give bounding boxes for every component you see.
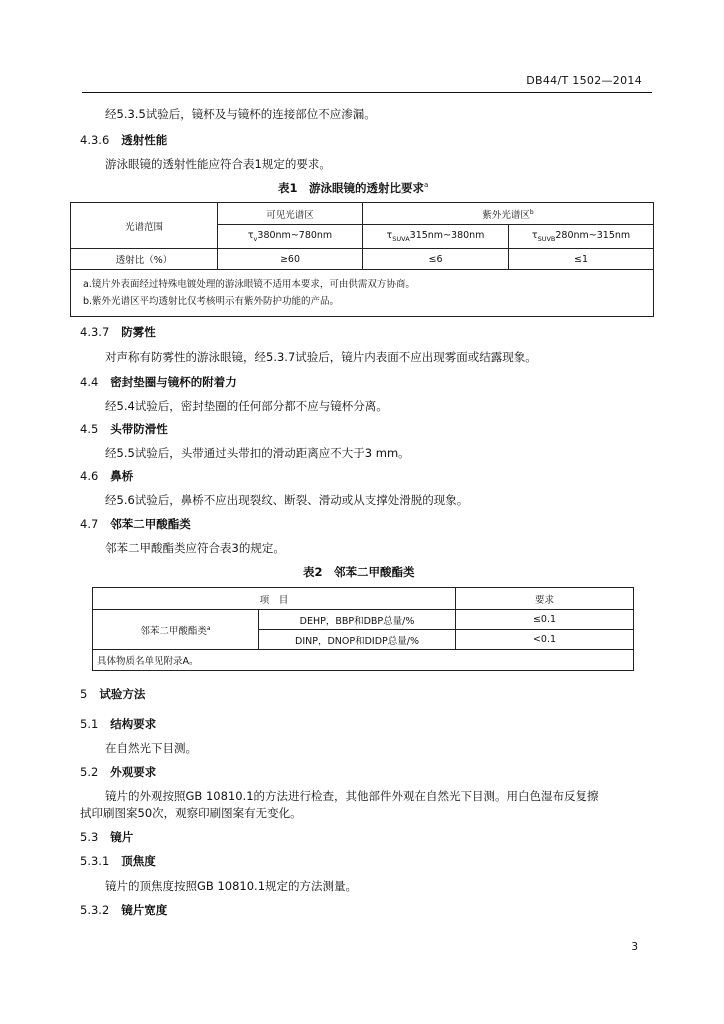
section-heading-4-7: 4.7 邻苯二甲酸酯类 — [80, 517, 191, 531]
section-heading-5-2: 5.2 外观要求 — [80, 765, 157, 779]
table2-req-1: ≤0.1 — [456, 610, 634, 630]
paragraph: 对声称有防雾性的游泳眼镜，经5.3.7试验后，镜片内表面不应出现雾面或结露现象。 — [105, 350, 537, 364]
table1-visible-label: 可见光谱区 — [218, 203, 363, 225]
page-number: 3 — [631, 941, 638, 953]
table1-val-uva: ≤6 — [363, 249, 509, 270]
table1-val-visible: ≥60 — [218, 249, 363, 270]
table2-note: 具体物质名单见附录A。 — [93, 650, 634, 671]
section-heading-5-3-1: 5.3.1 顶焦度 — [80, 854, 156, 868]
table2-req-2: <0.1 — [456, 630, 634, 650]
paragraph-continued: 拭印刷图案50次，观察印刷图案有无变化。 — [80, 806, 302, 820]
paragraph: 镜片的顶焦度按照GB 10810.1规定的方法测量。 — [105, 879, 358, 893]
table1-range-uva: $\tau_{SUVA}315nm\sim 380nm$ — [363, 225, 509, 249]
standard-number: DB44/T 1502—2014 — [526, 74, 642, 87]
table2-item-2: DINP，DNOP和DIDP总量/% — [259, 630, 456, 650]
section-heading-4-3-6: 4.3.6 透射性能 — [80, 133, 168, 147]
section-heading-5-1: 5.1 结构要求 — [80, 717, 157, 731]
table2-col-req: 要求 — [456, 588, 634, 610]
header-rule — [82, 92, 652, 93]
paragraph: 在自然光下目测。 — [105, 741, 197, 755]
paragraph: 游泳眼镜的透射性能应符合表1规定的要求。 — [105, 157, 331, 171]
paragraph: 经5.5试验后，头带通过头带扣的滑动距离应不大于3 mm。 — [105, 446, 410, 460]
table1 — [70, 202, 654, 317]
table2-col-item: 项 目 — [93, 588, 456, 610]
table1-uv-label: 紫外光谱区$^b$ — [363, 203, 654, 225]
paragraph: 镜片的外观按照GB 10810.1的方法进行检查，其他部件外观在自然光下目测。用白色湿布反复擦 — [105, 789, 599, 803]
table1-range-uvb: $\tau_{SUVB}280nm\sim 315nm$ — [509, 225, 654, 249]
section-heading-4-4: 4.4 密封垫圈与镜杯的附着力 — [80, 375, 237, 389]
section-heading-4-6: 4.6 鼻桥 — [80, 469, 134, 483]
section-heading-5: 5 试验方法 — [80, 687, 146, 701]
table1-range-visible: $\tau_v380nm\sim 780nm$ — [218, 225, 363, 249]
paragraph: 经5.3.5试验后，镜杯及与镜杯的连接部位不应渗漏。 — [105, 107, 376, 121]
table1-notes — [71, 270, 654, 317]
table1-row-header: 光谱范围 — [71, 203, 218, 249]
paragraph: 经5.6试验后，鼻桥不应出现裂纹、断裂、滑动或从支撑处滑脱的现象。 — [105, 493, 469, 507]
table1-note-a: a.镜片外表面经过特殊电镀处理的游泳眼镜不适用本要求，可由供需双方协商。 — [83, 279, 415, 290]
table2-row-label: 邻苯二甲酸酯类$^a$ — [93, 610, 259, 650]
paragraph: 邻苯二甲酸酯类应符合表3的规定。 — [105, 541, 285, 555]
table2-caption: 表2 邻苯二甲酸酯类 — [303, 565, 415, 579]
table1-val-uvb: ≤1 — [509, 249, 654, 270]
table2 — [92, 587, 634, 671]
paragraph: 经5.4试验后，密封垫圈的任何部分都不应与镜杯分离。 — [105, 399, 388, 413]
table1-trans-label: 透射比（%） — [71, 249, 218, 270]
section-heading-5-3: 5.3 镜片 — [80, 830, 134, 844]
table1-note-b: b.紫外光谱区平均透射比仅考核明示有紫外防护功能的产品。 — [83, 296, 340, 307]
section-heading-4-3-7: 4.3.7 防雾性 — [80, 325, 156, 339]
table1-caption: 表1 游泳眼镜的透射比要求$^a$ — [278, 181, 429, 195]
section-heading-5-3-2: 5.3.2 镜片宽度 — [80, 903, 168, 917]
section-heading-4-5: 4.5 头带防滑性 — [80, 422, 168, 436]
table2-item-1: DEHP，BBP和DBP总量/% — [259, 610, 456, 630]
